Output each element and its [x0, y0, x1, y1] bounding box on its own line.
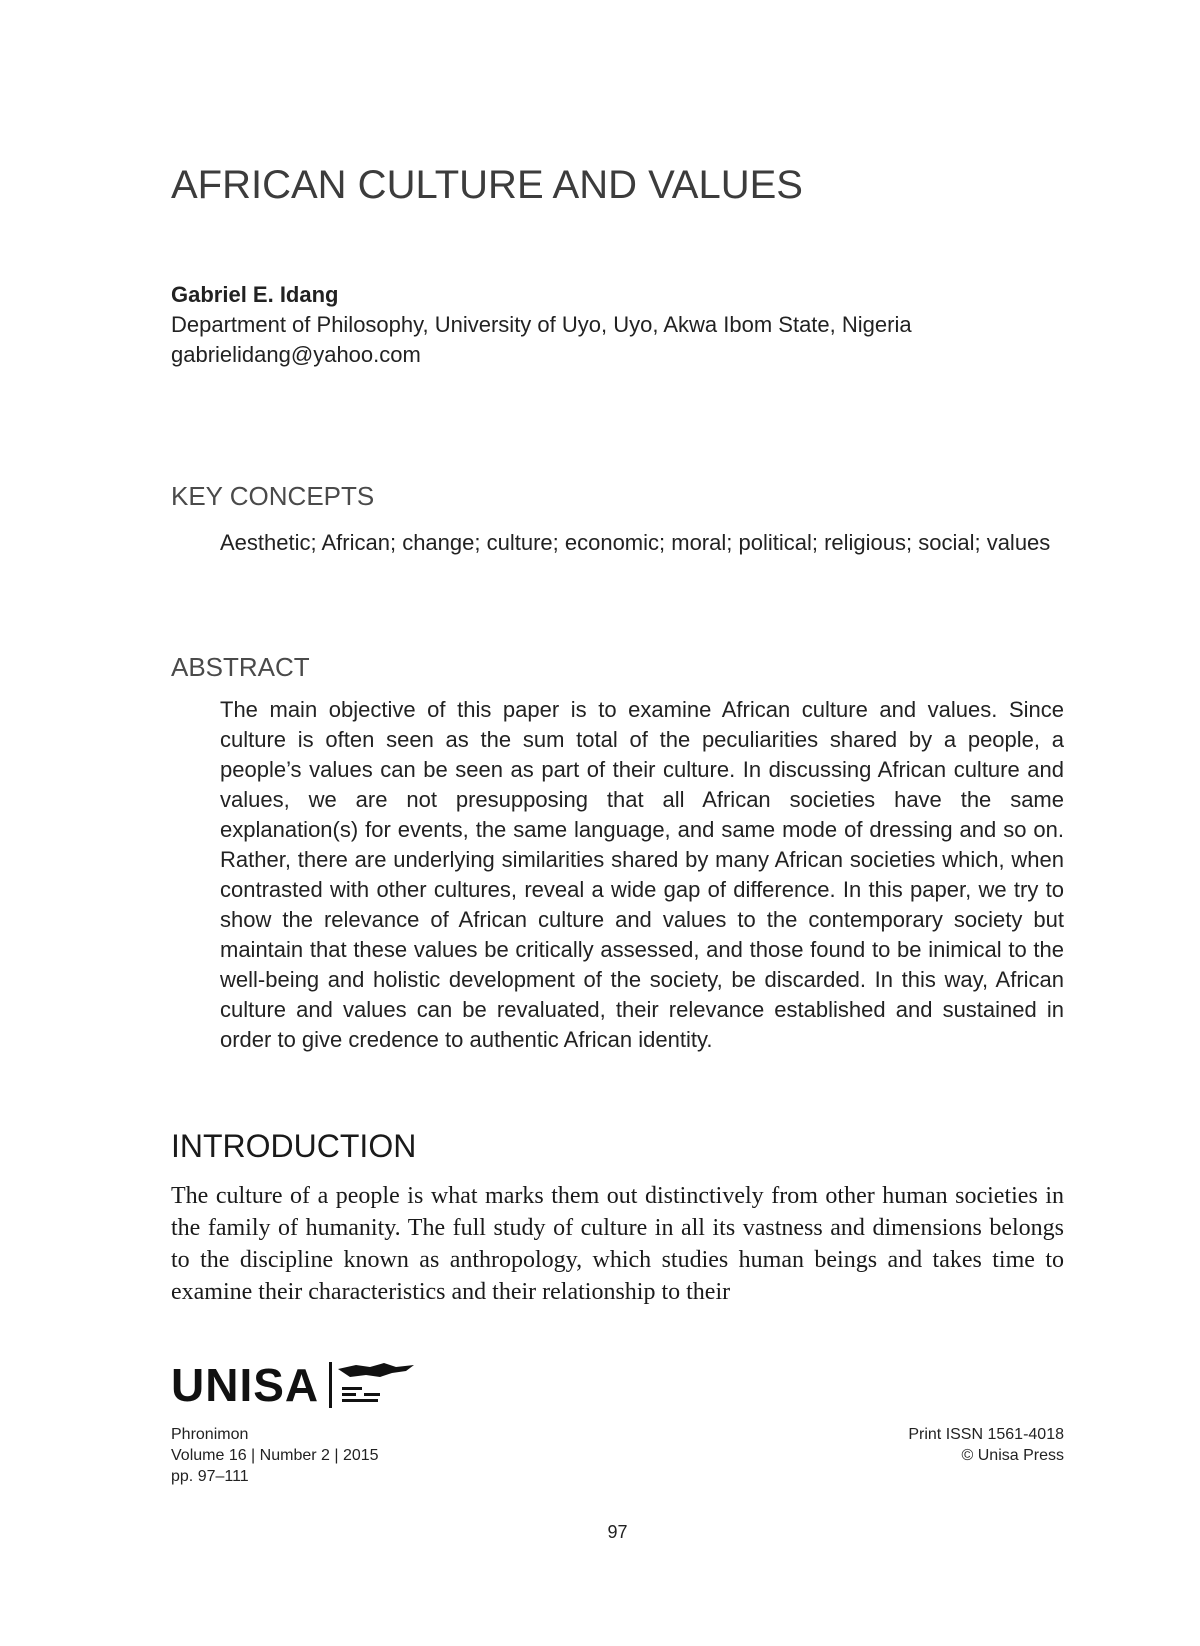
author-block — [171, 280, 912, 370]
publisher-logo — [171, 1360, 416, 1410]
introduction-text: The culture of a people is what marks them out distinctively from other human societies in the family of humanity. The full study of culture in all its vastness and dimensions belongs to the discipline known as anthropology, which studies human beings and takes time to examine their characteristics and their relationship to their — [171, 1183, 1064, 1305]
page-number: 97 — [607, 1522, 628, 1542]
footer-journal-info — [171, 1424, 379, 1487]
footer-publisher-info — [908, 1424, 1064, 1466]
key-concepts-heading: KEY CONCEPTS — [171, 481, 375, 511]
abstract-text: The main objective of this paper is to examine African culture and values. Since culture is often seen as the sum total of the peculiarities shared by a people, a people’s values can be seen as part of their culture. In discussing African culture and values, we are not presupposing that all African societies have the same explanation(s) for events, the same language, and same mode of dressing and so on. Rather, there are underlying similarities shared by many African societies which, when contrasted with other cultures, reveal a wide gap of difference. In this paper, we try to show the relevance of African culture and values to the contemporary society but maintain that these values be critically assessed, and those found to be inimical to the well-being and holistic development of the society, be discarded. In this way, African culture and values can be revaluated, their relevance established and sustained in order to give credence to authentic African identity. — [220, 697, 1064, 1052]
introduction-heading: INTRODUCTION — [171, 1128, 417, 1164]
abstract-heading: ABSTRACT — [171, 652, 310, 682]
article-title: AFRICAN CULTURE AND VALUES — [171, 163, 803, 207]
author-affiliation: Department of Philosophy, University of Uyo, Uyo, Akwa Ibom State, Nigeria — [171, 312, 912, 337]
key-concepts-text: Aesthetic; African; change; culture; economic; moral; political; religious; social; values — [220, 530, 1051, 555]
journal-pages: pp. 97–111 — [171, 1468, 249, 1485]
issn: Print ISSN 1561-4018 — [908, 1426, 1064, 1443]
author-name: Gabriel E. Idang — [171, 282, 339, 307]
journal-volume: Volume 16 | Number 2 | 2015 — [171, 1447, 379, 1464]
author-email: gabrielidang@yahoo.com — [171, 342, 421, 367]
publisher-logo-wordmark: UNISA — [171, 1359, 320, 1411]
logo-divider — [329, 1362, 332, 1408]
logo-emblem-icon — [336, 1361, 416, 1409]
journal-name: Phronimon — [171, 1426, 249, 1443]
copyright: © Unisa Press — [961, 1447, 1064, 1464]
